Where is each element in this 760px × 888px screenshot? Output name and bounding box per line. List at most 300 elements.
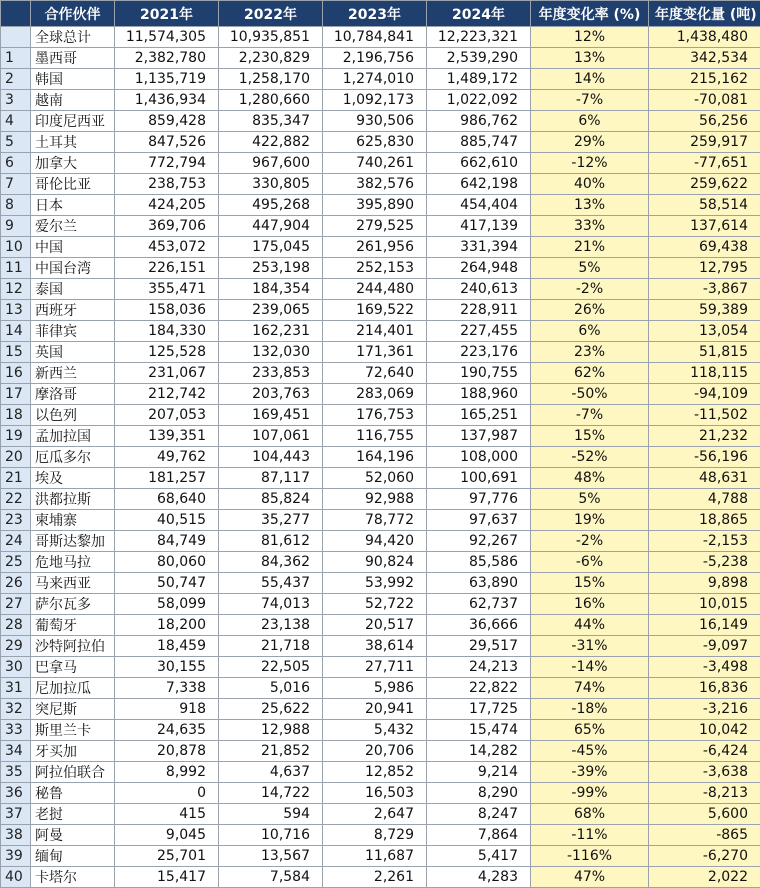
value-2022: 23,138: [219, 615, 323, 636]
value-2022: 22,505: [219, 657, 323, 678]
value-2022: 87,117: [219, 468, 323, 489]
partner-name: 斯里兰卡: [31, 720, 115, 741]
value-2022: 203,763: [219, 384, 323, 405]
change-rate: 14%: [531, 69, 649, 90]
table-row: [1, 279, 760, 300]
value-2023: 1,092,173: [323, 90, 427, 111]
row-index: 17: [1, 384, 31, 405]
value-2021: 24,635: [115, 720, 219, 741]
row-index: 35: [1, 762, 31, 783]
change-amount: 342,534: [649, 48, 760, 69]
change-amount: 16,836: [649, 678, 760, 699]
change-rate: 15%: [531, 426, 649, 447]
value-2021: 8,992: [115, 762, 219, 783]
table-row: [1, 468, 760, 489]
change-rate: 48%: [531, 468, 649, 489]
row-index: 27: [1, 594, 31, 615]
value-2021: 424,205: [115, 195, 219, 216]
value-2022: 21,718: [219, 636, 323, 657]
header-2021: 2021年: [115, 1, 219, 27]
change-rate: 13%: [531, 48, 649, 69]
row-index: 29: [1, 636, 31, 657]
value-2021: 847,526: [115, 132, 219, 153]
value-2024: 36,666: [427, 615, 531, 636]
value-2024: 188,960: [427, 384, 531, 405]
change-rate: -12%: [531, 153, 649, 174]
value-2024: 7,864: [427, 825, 531, 846]
value-2024: 12,223,321: [427, 27, 531, 48]
row-index: 31: [1, 678, 31, 699]
value-2021: 11,574,305: [115, 27, 219, 48]
change-amount: 56,256: [649, 111, 760, 132]
value-2022: 967,600: [219, 153, 323, 174]
table-row: [1, 216, 760, 237]
partner-name: 西班牙: [31, 300, 115, 321]
value-2022: 495,268: [219, 195, 323, 216]
row-index: 7: [1, 174, 31, 195]
table-row: [1, 27, 760, 48]
table-row: [1, 153, 760, 174]
value-2023: 52,722: [323, 594, 427, 615]
value-2023: 261,956: [323, 237, 427, 258]
value-2024: 454,404: [427, 195, 531, 216]
value-2022: 10,716: [219, 825, 323, 846]
header-2022: 2022年: [219, 1, 323, 27]
value-2024: 662,610: [427, 153, 531, 174]
value-2022: 162,231: [219, 321, 323, 342]
value-2023: 10,784,841: [323, 27, 427, 48]
value-2023: 279,525: [323, 216, 427, 237]
change-amount: -3,216: [649, 699, 760, 720]
value-2024: 223,176: [427, 342, 531, 363]
change-rate: 15%: [531, 573, 649, 594]
value-2022: 175,045: [219, 237, 323, 258]
value-2023: 169,522: [323, 300, 427, 321]
header-2023: 2023年: [323, 1, 427, 27]
partner-name: 孟加拉国: [31, 426, 115, 447]
row-index: 12: [1, 279, 31, 300]
change-amount: -6,270: [649, 846, 760, 867]
change-amount: 13,054: [649, 321, 760, 342]
value-2023: 2,196,756: [323, 48, 427, 69]
partner-name: 菲律宾: [31, 321, 115, 342]
change-rate: 16%: [531, 594, 649, 615]
row-index: 2: [1, 69, 31, 90]
value-2021: 30,155: [115, 657, 219, 678]
table-row: [1, 321, 760, 342]
table-row: [1, 258, 760, 279]
change-amount: 51,815: [649, 342, 760, 363]
value-2021: 355,471: [115, 279, 219, 300]
row-index: 23: [1, 510, 31, 531]
change-rate: 40%: [531, 174, 649, 195]
value-2024: 986,762: [427, 111, 531, 132]
value-2023: 52,060: [323, 468, 427, 489]
value-2022: 594: [219, 804, 323, 825]
value-2024: 331,394: [427, 237, 531, 258]
partner-name: 韩国: [31, 69, 115, 90]
row-index: 26: [1, 573, 31, 594]
change-amount: 118,115: [649, 363, 760, 384]
value-2024: 14,282: [427, 741, 531, 762]
value-2021: 84,749: [115, 531, 219, 552]
change-rate: 26%: [531, 300, 649, 321]
change-rate: -14%: [531, 657, 649, 678]
value-2024: 100,691: [427, 468, 531, 489]
row-index: 28: [1, 615, 31, 636]
partner-name: 埃及: [31, 468, 115, 489]
value-2024: 97,776: [427, 489, 531, 510]
value-2024: 227,455: [427, 321, 531, 342]
change-rate: 13%: [531, 195, 649, 216]
partner-name: 阿曼: [31, 825, 115, 846]
value-2024: 190,755: [427, 363, 531, 384]
value-2023: 2,261: [323, 867, 427, 888]
value-2022: 132,030: [219, 342, 323, 363]
partner-name: 中国: [31, 237, 115, 258]
value-2023: 20,706: [323, 741, 427, 762]
change-amount: -94,109: [649, 384, 760, 405]
value-2021: 80,060: [115, 552, 219, 573]
value-2021: 0: [115, 783, 219, 804]
value-2022: 25,622: [219, 699, 323, 720]
table-row: [1, 615, 760, 636]
value-2024: 1,022,092: [427, 90, 531, 111]
partner-name: 爱尔兰: [31, 216, 115, 237]
value-2021: 212,742: [115, 384, 219, 405]
table-row: [1, 111, 760, 132]
value-2022: 1,258,170: [219, 69, 323, 90]
value-2021: 226,151: [115, 258, 219, 279]
value-2024: 137,987: [427, 426, 531, 447]
change-amount: 58,514: [649, 195, 760, 216]
value-2022: 835,347: [219, 111, 323, 132]
change-rate: 23%: [531, 342, 649, 363]
row-index: 37: [1, 804, 31, 825]
row-index: 6: [1, 153, 31, 174]
partner-name: 中国台湾: [31, 258, 115, 279]
value-2022: 13,567: [219, 846, 323, 867]
partner-name: 哥伦比亚: [31, 174, 115, 195]
value-2021: 40,515: [115, 510, 219, 531]
row-index: 30: [1, 657, 31, 678]
table-row: [1, 510, 760, 531]
row-index: 22: [1, 489, 31, 510]
value-2021: 68,640: [115, 489, 219, 510]
value-2023: 244,480: [323, 279, 427, 300]
value-2021: 369,706: [115, 216, 219, 237]
value-2022: 85,824: [219, 489, 323, 510]
value-2023: 252,153: [323, 258, 427, 279]
value-2022: 330,805: [219, 174, 323, 195]
partner-name: 萨尔瓦多: [31, 594, 115, 615]
row-index: 4: [1, 111, 31, 132]
value-2021: 859,428: [115, 111, 219, 132]
value-2023: 176,753: [323, 405, 427, 426]
change-rate: 5%: [531, 489, 649, 510]
table-row: [1, 447, 760, 468]
partner-name: 摩洛哥: [31, 384, 115, 405]
change-amount: 259,622: [649, 174, 760, 195]
change-rate: -45%: [531, 741, 649, 762]
change-amount: 12,795: [649, 258, 760, 279]
table-row: [1, 741, 760, 762]
value-2024: 9,214: [427, 762, 531, 783]
change-amount: -8,213: [649, 783, 760, 804]
change-amount: 2,022: [649, 867, 760, 888]
partner-name: 突尼斯: [31, 699, 115, 720]
change-amount: -9,097: [649, 636, 760, 657]
value-2023: 20,941: [323, 699, 427, 720]
change-rate: 29%: [531, 132, 649, 153]
value-2024: 92,267: [427, 531, 531, 552]
value-2024: 165,251: [427, 405, 531, 426]
value-2023: 11,687: [323, 846, 427, 867]
value-2023: 94,420: [323, 531, 427, 552]
change-rate: -50%: [531, 384, 649, 405]
change-rate: -2%: [531, 531, 649, 552]
table-row: [1, 783, 760, 804]
value-2023: 740,261: [323, 153, 427, 174]
value-2023: 27,711: [323, 657, 427, 678]
change-amount: 4,788: [649, 489, 760, 510]
value-2023: 92,988: [323, 489, 427, 510]
change-rate: -6%: [531, 552, 649, 573]
partner-name: 卡塔尔: [31, 867, 115, 888]
partner-name: 马来西亚: [31, 573, 115, 594]
value-2023: 395,890: [323, 195, 427, 216]
value-2021: 238,753: [115, 174, 219, 195]
row-index: 25: [1, 552, 31, 573]
partner-name: 沙特阿拉伯: [31, 636, 115, 657]
value-2023: 53,992: [323, 573, 427, 594]
value-2021: 139,351: [115, 426, 219, 447]
value-2024: 885,747: [427, 132, 531, 153]
partner-name: 土耳其: [31, 132, 115, 153]
value-2022: 74,013: [219, 594, 323, 615]
partner-name: 牙买加: [31, 741, 115, 762]
partner-name: 柬埔寨: [31, 510, 115, 531]
change-rate: 33%: [531, 216, 649, 237]
table-row: [1, 174, 760, 195]
change-rate: 44%: [531, 615, 649, 636]
value-2022: 4,637: [219, 762, 323, 783]
value-2022: 14,722: [219, 783, 323, 804]
row-index: 15: [1, 342, 31, 363]
value-2021: 18,200: [115, 615, 219, 636]
table-row: [1, 342, 760, 363]
change-amount: -5,238: [649, 552, 760, 573]
value-2023: 1,274,010: [323, 69, 427, 90]
table-row: [1, 195, 760, 216]
partner-name: 阿拉伯联合: [31, 762, 115, 783]
partner-name: 新西兰: [31, 363, 115, 384]
change-amount: 10,015: [649, 594, 760, 615]
value-2024: 17,725: [427, 699, 531, 720]
value-2021: 2,382,780: [115, 48, 219, 69]
change-amount: 9,898: [649, 573, 760, 594]
value-2024: 8,290: [427, 783, 531, 804]
value-2022: 2,230,829: [219, 48, 323, 69]
change-amount: -3,498: [649, 657, 760, 678]
row-index: 33: [1, 720, 31, 741]
value-2024: 2,539,290: [427, 48, 531, 69]
change-amount: -3,867: [649, 279, 760, 300]
row-index: 24: [1, 531, 31, 552]
header-index: [1, 1, 31, 27]
table-row: [1, 552, 760, 573]
table-row: [1, 531, 760, 552]
partner-name: 以色列: [31, 405, 115, 426]
row-index: 34: [1, 741, 31, 762]
partner-name: 秘鲁: [31, 783, 115, 804]
value-2021: 231,067: [115, 363, 219, 384]
change-rate: -7%: [531, 405, 649, 426]
header-row: [1, 1, 760, 27]
table-row: [1, 300, 760, 321]
table-row: [1, 426, 760, 447]
change-rate: 12%: [531, 27, 649, 48]
value-2022: 55,437: [219, 573, 323, 594]
change-rate: 19%: [531, 510, 649, 531]
partner-name: 巴拿马: [31, 657, 115, 678]
value-2021: 415: [115, 804, 219, 825]
table-row: [1, 846, 760, 867]
value-2022: 5,016: [219, 678, 323, 699]
value-2021: 9,045: [115, 825, 219, 846]
partner-name: 葡萄牙: [31, 615, 115, 636]
value-2021: 1,436,934: [115, 90, 219, 111]
table-row: [1, 594, 760, 615]
row-index: 1: [1, 48, 31, 69]
value-2023: 38,614: [323, 636, 427, 657]
table-row: [1, 720, 760, 741]
change-amount: -3,638: [649, 762, 760, 783]
value-2021: 7,338: [115, 678, 219, 699]
change-amount: 69,438: [649, 237, 760, 258]
value-2022: 184,354: [219, 279, 323, 300]
value-2023: 164,196: [323, 447, 427, 468]
value-2023: 625,830: [323, 132, 427, 153]
change-amount: 259,917: [649, 132, 760, 153]
value-2024: 5,417: [427, 846, 531, 867]
value-2021: 25,701: [115, 846, 219, 867]
value-2021: 207,053: [115, 405, 219, 426]
value-2023: 12,852: [323, 762, 427, 783]
value-2022: 35,277: [219, 510, 323, 531]
value-2023: 171,361: [323, 342, 427, 363]
row-index: 20: [1, 447, 31, 468]
value-2021: 453,072: [115, 237, 219, 258]
value-2021: 15,417: [115, 867, 219, 888]
partner-name: 缅甸: [31, 846, 115, 867]
change-rate: -2%: [531, 279, 649, 300]
value-2023: 16,503: [323, 783, 427, 804]
change-rate: -18%: [531, 699, 649, 720]
value-2021: 20,878: [115, 741, 219, 762]
value-2024: 1,489,172: [427, 69, 531, 90]
value-2023: 382,576: [323, 174, 427, 195]
row-index: 11: [1, 258, 31, 279]
value-2022: 10,935,851: [219, 27, 323, 48]
row-index: 18: [1, 405, 31, 426]
change-amount: -6,424: [649, 741, 760, 762]
change-amount: -77,651: [649, 153, 760, 174]
value-2024: 29,517: [427, 636, 531, 657]
value-2023: 2,647: [323, 804, 427, 825]
table-row: [1, 363, 760, 384]
change-rate: 47%: [531, 867, 649, 888]
header-2024: 2024年: [427, 1, 531, 27]
value-2023: 5,432: [323, 720, 427, 741]
value-2023: 930,506: [323, 111, 427, 132]
table-row: [1, 573, 760, 594]
value-2024: 63,890: [427, 573, 531, 594]
value-2024: 22,822: [427, 678, 531, 699]
value-2022: 107,061: [219, 426, 323, 447]
value-2023: 90,824: [323, 552, 427, 573]
value-2021: 918: [115, 699, 219, 720]
row-index: 40: [1, 867, 31, 888]
value-2021: 58,099: [115, 594, 219, 615]
change-rate: 68%: [531, 804, 649, 825]
change-rate: 65%: [531, 720, 649, 741]
table-row: [1, 405, 760, 426]
value-2023: 116,755: [323, 426, 427, 447]
table-row: [1, 69, 760, 90]
value-2024: 228,911: [427, 300, 531, 321]
row-index: 3: [1, 90, 31, 111]
change-amount: 16,149: [649, 615, 760, 636]
table-row: [1, 678, 760, 699]
table-row: [1, 636, 760, 657]
table-row: [1, 657, 760, 678]
row-index: 8: [1, 195, 31, 216]
partner-name: 厄瓜多尔: [31, 447, 115, 468]
row-index: 32: [1, 699, 31, 720]
value-2021: 1,135,719: [115, 69, 219, 90]
change-rate: 6%: [531, 321, 649, 342]
table-row: [1, 48, 760, 69]
change-rate: -52%: [531, 447, 649, 468]
value-2021: 49,762: [115, 447, 219, 468]
value-2022: 21,852: [219, 741, 323, 762]
value-2021: 184,330: [115, 321, 219, 342]
row-index: 21: [1, 468, 31, 489]
header-partner: 合作伙伴: [31, 1, 115, 27]
change-rate: 62%: [531, 363, 649, 384]
value-2024: 97,637: [427, 510, 531, 531]
change-amount: 59,389: [649, 300, 760, 321]
change-amount: 215,162: [649, 69, 760, 90]
partner-name: 英国: [31, 342, 115, 363]
value-2023: 20,517: [323, 615, 427, 636]
value-2022: 169,451: [219, 405, 323, 426]
header-change-rate: 年度变化率 (%): [531, 1, 649, 27]
row-index: 19: [1, 426, 31, 447]
change-rate: -116%: [531, 846, 649, 867]
value-2022: 422,882: [219, 132, 323, 153]
value-2022: 239,065: [219, 300, 323, 321]
partner-name: 全球总计: [31, 27, 115, 48]
row-index: [1, 27, 31, 48]
table-row: [1, 825, 760, 846]
value-2022: 12,988: [219, 720, 323, 741]
value-2021: 772,794: [115, 153, 219, 174]
table-row: [1, 699, 760, 720]
table-row: [1, 237, 760, 258]
value-2021: 18,459: [115, 636, 219, 657]
